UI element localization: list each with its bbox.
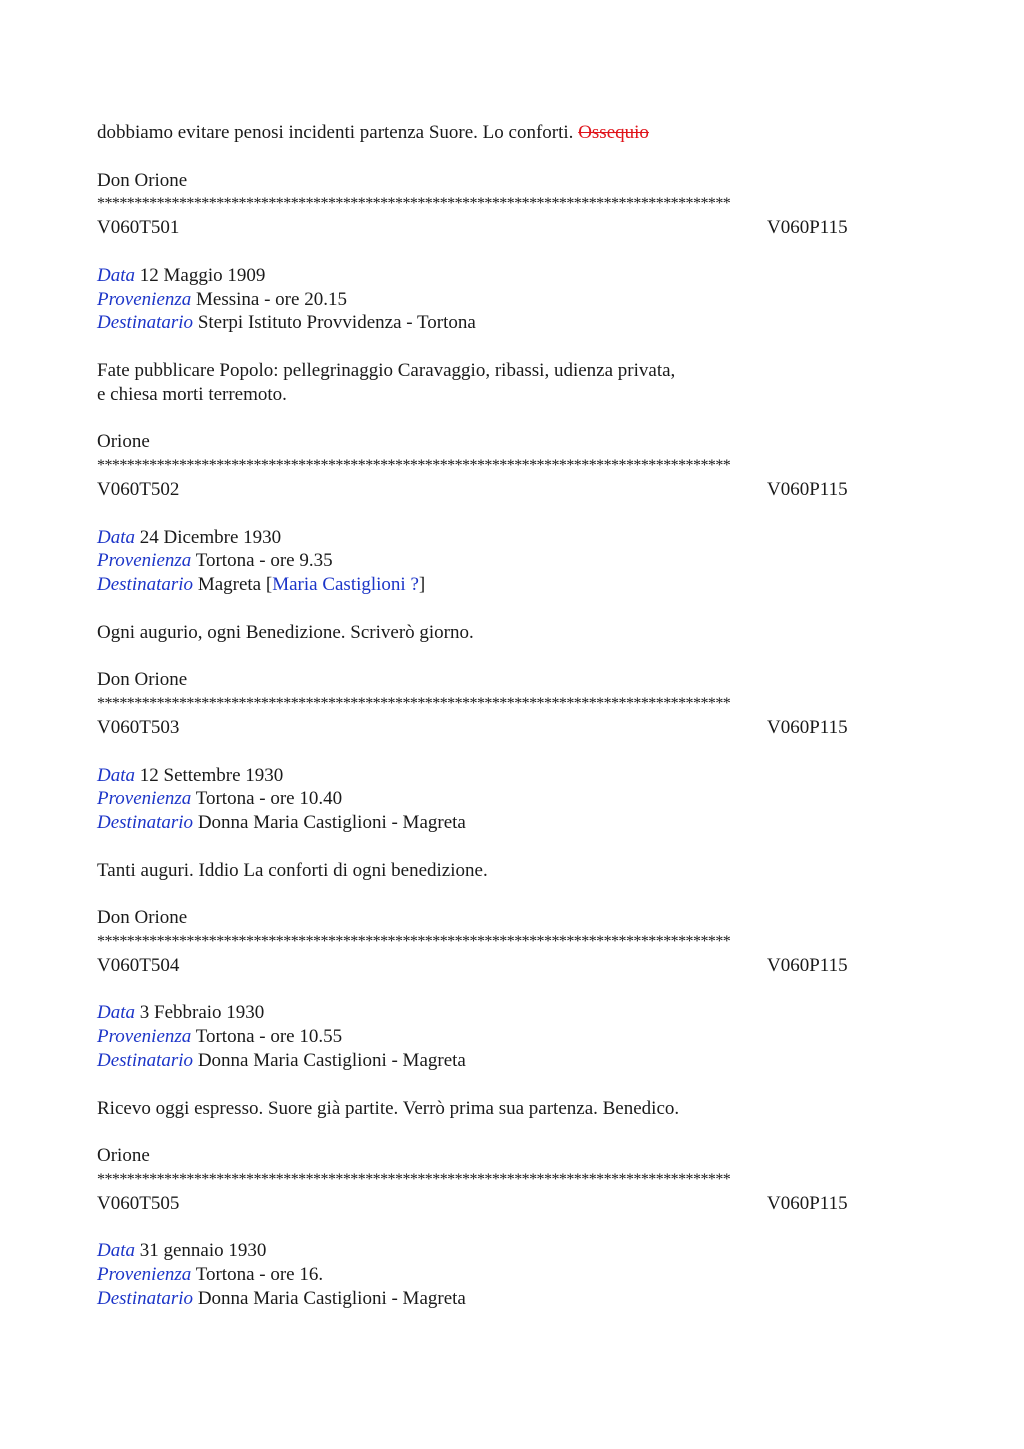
label-destinatario: Destinatario xyxy=(97,812,194,834)
document-page xyxy=(97,121,927,1311)
body-line: Tanti auguri. Iddio La conforti di ogni benedizione. xyxy=(97,859,488,881)
signature: Orione xyxy=(97,431,150,453)
entry-id-row xyxy=(97,478,927,502)
entry-id: V060T502 xyxy=(97,478,180,500)
meta-provenienza xyxy=(97,1263,927,1287)
meta-provenienza xyxy=(97,787,927,811)
separator: ************************************************************************************* xyxy=(97,695,731,713)
signature: Don Orione xyxy=(97,169,188,191)
label-provenienza: Provenienza xyxy=(97,288,192,310)
value-destinatario-post: ] xyxy=(418,574,426,596)
value-destinatario-pre: Magreta [ xyxy=(197,574,273,596)
label-data: Data xyxy=(97,1002,135,1024)
entry-id-row xyxy=(97,716,927,740)
meta-data xyxy=(97,1001,927,1025)
separator: ************************************************************************************* xyxy=(97,195,731,213)
value-data: 12 Maggio 1909 xyxy=(139,264,266,286)
intro-text: dobbiamo evitare penosi incidenti partenza Suore. Lo conforti. xyxy=(97,122,574,143)
entry-id: V060T504 xyxy=(97,954,180,976)
value-provenienza: Tortona - ore 10.55 xyxy=(195,1026,343,1048)
entry-id: V060T503 xyxy=(97,716,180,738)
meta-destinatario xyxy=(97,573,927,597)
separator: ************************************************************************************* xyxy=(97,933,731,951)
entry-id-row xyxy=(97,954,927,978)
separator: ************************************************************************************* xyxy=(97,457,731,475)
label-provenienza: Provenienza xyxy=(97,1026,192,1048)
entry-page: V060P115 xyxy=(767,716,848,738)
value-provenienza: Tortona - ore 10.40 xyxy=(195,788,343,810)
value-data: 3 Febbraio 1930 xyxy=(139,1002,265,1024)
entry-page: V060P115 xyxy=(767,954,848,976)
entry-id: V060T505 xyxy=(97,1192,180,1214)
value-destinatario: Sterpi Istituto Provvidenza - Tortona xyxy=(197,312,476,334)
value-data: 24 Dicembre 1930 xyxy=(139,526,282,548)
meta-provenienza xyxy=(97,1025,927,1049)
meta-data xyxy=(97,526,927,550)
meta-destinatario xyxy=(97,811,927,835)
label-destinatario: Destinatario xyxy=(97,1288,194,1310)
value-destinatario: Donna Maria Castiglioni - Magreta xyxy=(197,1050,466,1072)
intro-line xyxy=(97,121,927,145)
meta-data xyxy=(97,264,927,288)
value-destinatario: Donna Maria Castiglioni - Magreta xyxy=(197,1288,466,1310)
body-line: Ogni augurio, ogni Benedizione. Scriverò giorno. xyxy=(97,621,474,643)
meta-destinatario xyxy=(97,1287,927,1311)
signature: Don Orione xyxy=(97,907,188,929)
value-provenienza: Tortona - ore 16. xyxy=(195,1264,324,1286)
signature: Orione xyxy=(97,1145,150,1167)
value-data: 12 Settembre 1930 xyxy=(139,764,284,786)
value-destinatario: Donna Maria Castiglioni - Magreta xyxy=(197,812,466,834)
label-destinatario: Destinatario xyxy=(97,312,194,334)
label-data: Data xyxy=(97,264,135,286)
entry-page: V060P115 xyxy=(767,1192,848,1214)
entry-page: V060P115 xyxy=(767,478,848,500)
deleted-word: Ossequio xyxy=(578,122,649,143)
label-destinatario: Destinatario xyxy=(97,1050,194,1072)
body-line: e chiesa morti terremoto. xyxy=(97,383,287,405)
value-provenienza: Messina - ore 20.15 xyxy=(196,288,347,310)
editorial-note: Maria Castiglioni ? xyxy=(272,574,419,596)
entry-id-row xyxy=(97,216,927,240)
meta-data xyxy=(97,1239,927,1263)
entry-page: V060P115 xyxy=(767,217,848,239)
value-data: 31 gennaio 1930 xyxy=(139,1240,267,1262)
separator: ************************************************************************************* xyxy=(97,1171,731,1189)
meta-provenienza xyxy=(97,549,927,573)
body-line: Ricevo oggi espresso. Suore già partite. Verrò prima sua partenza. Benedico. xyxy=(97,1097,680,1119)
meta-provenienza xyxy=(97,288,927,312)
label-data: Data xyxy=(97,526,135,548)
meta-data xyxy=(97,764,927,788)
label-data: Data xyxy=(97,764,135,786)
entry-id: V060T501 xyxy=(97,217,180,239)
signature: Don Orione xyxy=(97,669,188,691)
meta-destinatario xyxy=(97,1049,927,1073)
label-provenienza: Provenienza xyxy=(97,1264,192,1286)
label-provenienza: Provenienza xyxy=(97,550,192,572)
value-provenienza: Tortona - ore 9.35 xyxy=(195,550,333,572)
label-destinatario: Destinatario xyxy=(97,574,194,596)
meta-destinatario xyxy=(97,311,927,335)
entry-id-row xyxy=(97,1192,927,1216)
label-data: Data xyxy=(97,1240,135,1262)
label-provenienza: Provenienza xyxy=(97,788,192,810)
body-line: Fate pubblicare Popolo: pellegrinaggio Caravaggio, ribassi, udienza privata, xyxy=(97,359,676,381)
